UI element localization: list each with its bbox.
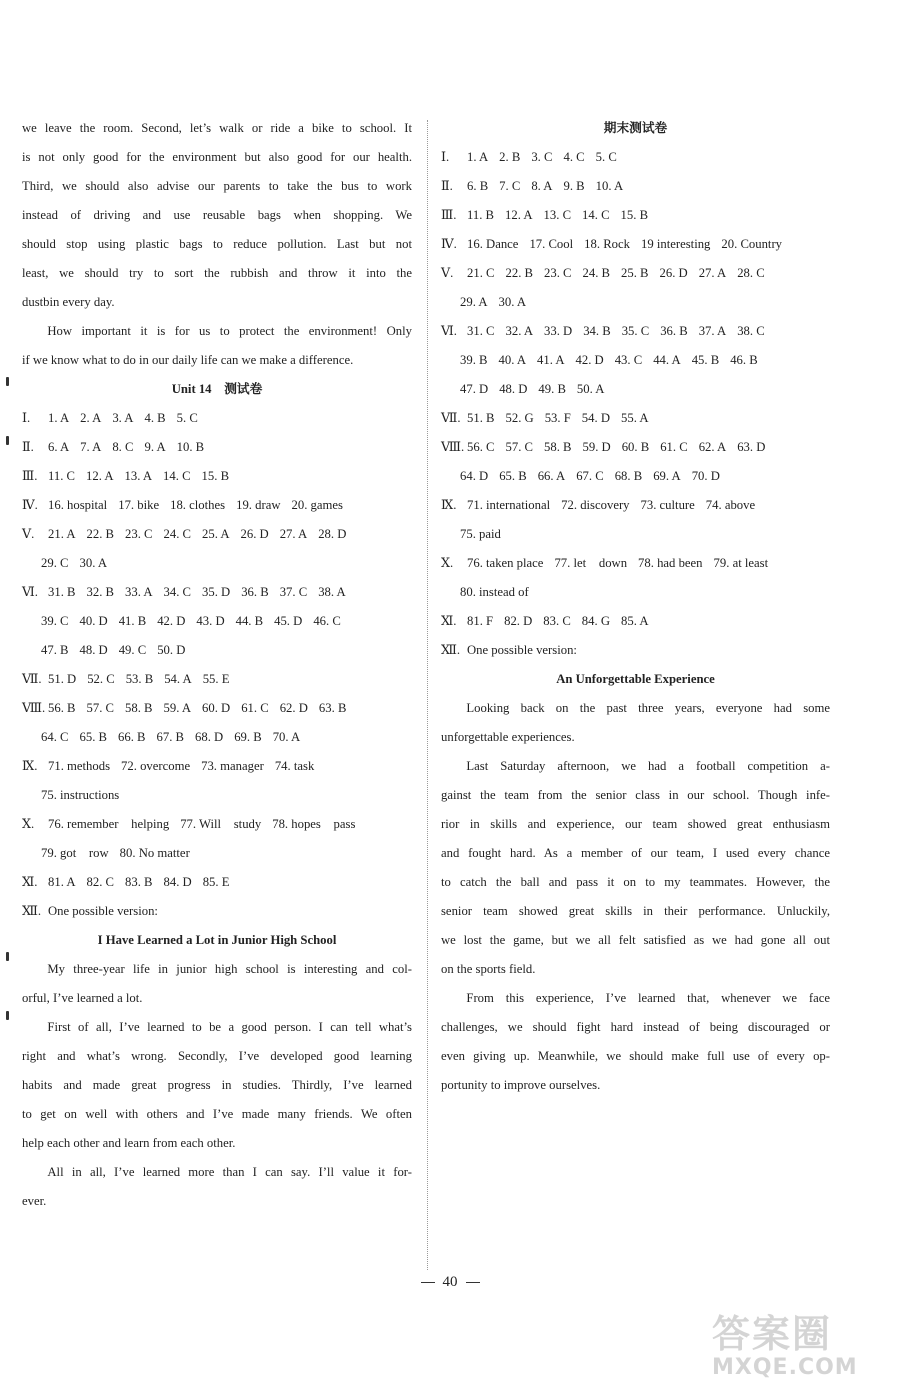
answer-item: 33. A <box>125 585 153 599</box>
answer-item: 76. remember helping <box>48 817 170 831</box>
answer-row <box>441 317 830 346</box>
answer-item: 51. B <box>467 411 495 425</box>
answer-item: 13. A <box>124 469 153 483</box>
answer-item: 42. D <box>157 614 186 628</box>
answer-item: 63. B <box>318 701 347 715</box>
answer-row <box>441 491 830 520</box>
binding-mark <box>6 436 9 445</box>
answer-item: 49. B <box>538 382 566 396</box>
answer-item: 11. B <box>467 208 495 222</box>
answer-item: 84. D <box>163 875 192 889</box>
answer-item: 43. C <box>614 353 643 367</box>
answer-item: 44. A <box>653 353 681 367</box>
answer-item: 42. D <box>575 353 604 367</box>
answer-item: 50. A <box>576 382 605 396</box>
answer-row <box>441 433 830 462</box>
answer-item: 83. C <box>543 614 571 628</box>
answer-item: 53. B <box>125 672 154 686</box>
answer-item: 7. A <box>80 440 102 454</box>
answer-row <box>441 172 830 201</box>
answer-row <box>22 839 412 868</box>
answer-item: 79. at least <box>713 556 769 570</box>
answer-row <box>22 491 412 520</box>
paragraph-line: dustbin every day. <box>22 295 115 309</box>
answer-item: 1. A <box>467 150 489 164</box>
section-number: Ⅷ. <box>22 701 46 715</box>
section-number: Ⅱ. <box>441 179 453 193</box>
answer-row <box>22 578 412 607</box>
answer-row <box>441 520 830 549</box>
answer-item: 54. A <box>164 672 192 686</box>
answer-item: 22. B <box>505 266 533 280</box>
binding-mark <box>6 1011 9 1020</box>
section-number: Ⅱ. <box>22 440 34 454</box>
binding-mark <box>6 952 9 961</box>
answer-row <box>22 549 412 578</box>
section-number: Ⅲ. <box>441 208 457 222</box>
paragraph-line: and fought hard. As a member of our team, I used every chance <box>441 846 830 860</box>
paragraph-line: gainst the team from the senior class in our school. Though infe- <box>441 788 830 802</box>
answer-item: 70. A <box>272 730 301 744</box>
answer-item: 57. C <box>505 440 533 454</box>
answer-item: 17. Cool <box>529 237 574 251</box>
answer-item: 50. D <box>157 643 186 657</box>
answer-item: 30. A <box>79 556 107 570</box>
answer-item: 75. paid <box>460 527 501 541</box>
section-number: Ⅰ. <box>22 411 31 425</box>
paragraph-line: is not only good for the environment but also good for our health. <box>22 150 412 164</box>
answer-item: 35. C <box>621 324 650 338</box>
answer-item: 33. D <box>544 324 573 338</box>
answer-item: 39. B <box>460 353 488 367</box>
answer-item: 57. C <box>86 701 114 715</box>
answer-item: 74. task <box>274 759 315 773</box>
answer-item: 36. B <box>241 585 269 599</box>
answer-item: 52. C <box>87 672 115 686</box>
answer-item: 11. C <box>48 469 76 483</box>
page-number <box>0 1274 900 1291</box>
paragraph-line: First of all, I’ve learned to be a good person. I can tell what’s <box>47 1020 412 1034</box>
section-number: Ⅸ. <box>441 498 457 512</box>
answer-item: 81. A <box>48 875 76 889</box>
answer-item: 82. C <box>86 875 114 889</box>
answer-item: 35. D <box>202 585 231 599</box>
section-number: Ⅺ. <box>22 875 38 889</box>
answer-item: 31. C <box>467 324 495 338</box>
answer-item: 70. D <box>691 469 720 483</box>
paragraph-line: on the sports field. <box>441 962 536 976</box>
answer-item: 61. C <box>241 701 269 715</box>
answer-item: 77. Will study <box>180 817 262 831</box>
answer-item: 7. C <box>499 179 521 193</box>
answer-row <box>22 781 412 810</box>
answer-item: 62. D <box>279 701 308 715</box>
answer-item: 84. G <box>581 614 610 628</box>
answer-item: 78. hopes pass <box>272 817 356 831</box>
answer-item: One possible version: <box>48 904 158 918</box>
answer-item: 77. let down <box>554 556 628 570</box>
answer-item: 9. B <box>563 179 585 193</box>
answer-row <box>22 810 412 839</box>
section-number: Ⅰ. <box>441 150 450 164</box>
answer-item: 29. A <box>460 295 488 309</box>
answer-item: 59. A <box>163 701 191 715</box>
page-dash-left <box>421 1282 435 1283</box>
answer-row <box>22 897 412 926</box>
answer-item: 9. A <box>144 440 166 454</box>
answer-row <box>441 259 830 288</box>
answer-item: 1. A <box>48 411 70 425</box>
answer-item: 73. manager <box>201 759 264 773</box>
section-number: Ⅸ. <box>22 759 38 773</box>
answer-item: 38. C <box>737 324 765 338</box>
answer-item: 28. D <box>318 527 347 541</box>
right-column <box>441 114 830 1100</box>
answer-row <box>441 578 830 607</box>
answer-item: 13. C <box>543 208 572 222</box>
answer-item: 46. B <box>730 353 758 367</box>
answer-item: 48. D <box>499 382 528 396</box>
section-number: Ⅴ. <box>22 527 35 541</box>
section-number: Ⅶ. <box>22 672 42 686</box>
paragraph-line: we leave the room. Second, let’s walk or ride a bike to school. It <box>22 121 412 135</box>
answer-item: 30. A <box>498 295 526 309</box>
answer-row <box>22 404 412 433</box>
answer-item: 46. C <box>313 614 341 628</box>
paragraph-line: How important it is for us to protect the environment! Only <box>47 324 412 338</box>
answer-item: 82. D <box>504 614 533 628</box>
section-number: Ⅻ. <box>22 904 42 918</box>
answer-item: 40. A <box>498 353 526 367</box>
answer-item: 2. B <box>499 150 521 164</box>
page-dash-right <box>466 1282 480 1283</box>
paragraph-line: to get on well with others and I’ve made many friends. We often <box>22 1107 412 1121</box>
answer-item: 5. C <box>176 411 198 425</box>
answer-row <box>22 868 412 897</box>
answer-item: 32. A <box>505 324 533 338</box>
answer-item: 3. A <box>112 411 134 425</box>
answer-item: 40. D <box>79 614 108 628</box>
answer-item: 68. B <box>614 469 643 483</box>
section-number: Ⅵ. <box>441 324 457 338</box>
answer-row <box>441 636 830 665</box>
answer-item: 24. C <box>163 527 191 541</box>
answer-item: 83. B <box>125 875 153 889</box>
answer-item: 58. B <box>125 701 153 715</box>
answer-item: 47. B <box>41 643 69 657</box>
answer-item: 8. A <box>531 179 553 193</box>
answer-item: 36. B <box>660 324 688 338</box>
answer-row <box>441 346 830 375</box>
answer-item: 55. A <box>621 411 649 425</box>
answer-item: 18. clothes <box>170 498 226 512</box>
essay-title: I Have Learned a Lot in Junior High School <box>97 933 337 947</box>
answer-item: 45. D <box>274 614 303 628</box>
section-number: Ⅻ. <box>441 643 461 657</box>
watermark-logo <box>712 1312 892 1384</box>
section-number: Ⅲ. <box>22 469 38 483</box>
answer-item: 32. B <box>86 585 114 599</box>
answer-item: 75. instructions <box>41 788 120 802</box>
answer-item: 76. taken place <box>467 556 544 570</box>
answer-item: 63. D <box>737 440 766 454</box>
answer-row <box>441 375 830 404</box>
answer-item: 66. A <box>537 469 566 483</box>
paragraph-line: senior team showed great skills in their performance. Unluckily, <box>441 904 830 918</box>
answer-item: 12. A <box>505 208 533 222</box>
answer-item: 10. B <box>176 440 205 454</box>
section-number: Ⅹ. <box>22 817 35 831</box>
answer-item: 41. B <box>118 614 147 628</box>
answer-item: 20. games <box>291 498 343 512</box>
answer-item: 16. hospital <box>48 498 108 512</box>
paragraph-line: From this experience, I’ve learned that, whenever we face <box>466 991 830 1005</box>
page-number-text: 40 <box>442 1274 458 1290</box>
paragraph-line: habits and made great progress in studies. Thirdly, I’ve learned <box>22 1078 412 1092</box>
answer-row <box>22 636 412 665</box>
answer-item: 12. A <box>86 469 114 483</box>
answer-item: 34. B <box>583 324 611 338</box>
answer-item: 66. B <box>118 730 146 744</box>
paragraph-line: My three-year life in junior high school is interesting and col- <box>47 962 412 976</box>
answer-item: 85. E <box>202 875 230 889</box>
left-column <box>22 114 412 1216</box>
answer-item: 65. B <box>79 730 107 744</box>
watermark-text: 答案圈 <box>712 1312 833 1356</box>
answer-item: 3. C <box>531 150 553 164</box>
answer-row <box>441 404 830 433</box>
paragraph-line: right and what’s wrong. Secondly, I’ve developed good learning <box>22 1049 412 1063</box>
answer-row <box>22 433 412 462</box>
paragraph-line: Last Saturday afternoon, we had a football competition a- <box>466 759 830 773</box>
paragraph-line: we lost the game, but we all felt satisfied as we had gone all out <box>441 933 830 947</box>
answer-item: 62. A <box>698 440 727 454</box>
answer-item: 80. instead of <box>460 585 529 599</box>
answer-item: 71. international <box>467 498 551 512</box>
answer-item: 67. B <box>156 730 184 744</box>
answer-item: 68. D <box>195 730 224 744</box>
answer-item: 61. C <box>660 440 688 454</box>
paragraph-line: to catch the ball and pass it on to my teammates. However, the <box>441 875 830 889</box>
paragraph-line: instead of driving and use reusable bags when shopping. We <box>22 208 412 222</box>
answer-row <box>22 607 412 636</box>
section-title: Unit 14 测试卷 <box>171 382 263 396</box>
answer-row <box>441 201 830 230</box>
watermark-url: MXQE.COM <box>712 1355 858 1380</box>
answer-item: 81. F <box>467 614 494 628</box>
answer-item: 4. B <box>144 411 166 425</box>
answer-item: 18. Rock <box>584 237 630 251</box>
paragraph-line: Looking back on the past three years, everyone had some <box>466 701 830 715</box>
answer-item: 29. C <box>41 556 69 570</box>
paragraph-line: ever. <box>22 1194 47 1208</box>
answer-row <box>22 665 412 694</box>
section-number: Ⅳ. <box>22 498 38 512</box>
answer-item: 67. C <box>576 469 604 483</box>
section-number: Ⅴ. <box>441 266 454 280</box>
paragraph-line: if we know what to do in our daily life can we make a difference. <box>22 353 354 367</box>
answer-row <box>22 694 412 723</box>
answer-item: 54. D <box>581 411 610 425</box>
answer-item: 5. C <box>595 150 617 164</box>
answer-item: 72. discovery <box>561 498 630 512</box>
answer-item: 28. C <box>737 266 765 280</box>
answer-row <box>22 520 412 549</box>
answer-item: 49. C <box>118 643 147 657</box>
answer-item: 19 interesting <box>640 237 711 251</box>
paragraph-line: help each other and learn from each other. <box>22 1136 236 1150</box>
answer-row <box>441 462 830 491</box>
answer-item: 53. F <box>544 411 571 425</box>
answer-item: 48. D <box>79 643 108 657</box>
paragraph-line: portunity to improve ourselves. <box>441 1078 601 1092</box>
answer-item: 73. culture <box>640 498 695 512</box>
answer-item: 15. B <box>201 469 230 483</box>
answer-item: 39. C <box>41 614 69 628</box>
answer-item: 72. overcome <box>121 759 191 773</box>
answer-item: 85. A <box>621 614 649 628</box>
answer-item: 64. C <box>41 730 69 744</box>
answer-item: 19. draw <box>236 498 281 512</box>
answer-item: 27. A <box>279 527 308 541</box>
answer-row <box>441 549 830 578</box>
answer-item: 55. E <box>202 672 230 686</box>
answer-item: 23. C <box>125 527 153 541</box>
answer-item: 25. B <box>621 266 649 280</box>
answer-item: 26. D <box>240 527 269 541</box>
answer-row <box>441 143 830 172</box>
section-number: Ⅳ. <box>441 237 457 251</box>
answer-item: 2. A <box>80 411 102 425</box>
column-divider <box>427 120 428 1270</box>
paragraph-line: All in all, I’ve learned more than I can say. I’ll value it for- <box>47 1165 412 1179</box>
answer-item: 22. B <box>86 527 114 541</box>
answer-row <box>441 288 830 317</box>
answer-item: 71. methods <box>48 759 111 773</box>
answer-item: 44. B <box>235 614 264 628</box>
answer-item: 21. A <box>48 527 76 541</box>
answer-item: 15. B <box>620 208 649 222</box>
answer-item: 4. C <box>563 150 585 164</box>
paragraph-line: should stop using plastic bags to reduce pollution. Last but not <box>22 237 412 251</box>
answer-item: 37. A <box>698 324 727 338</box>
answer-item: One possible version: <box>467 643 577 657</box>
section-number: Ⅷ. <box>441 440 465 454</box>
answer-row <box>22 723 412 752</box>
section-number: Ⅵ. <box>22 585 38 599</box>
answer-item: 65. B <box>499 469 527 483</box>
answer-item: 69. B <box>234 730 262 744</box>
answer-row <box>441 607 830 636</box>
paragraph-line: unforgettable experiences. <box>441 730 575 744</box>
answer-item: 56. B <box>48 701 76 715</box>
answer-item: 80. No matter <box>119 846 190 860</box>
paragraph-line: least, we should try to sort the rubbish and throw it into the <box>22 266 412 280</box>
answer-item: 24. B <box>582 266 610 280</box>
answer-item: 20. Country <box>721 237 783 251</box>
answer-item: 17. bike <box>118 498 160 512</box>
answer-item: 41. A <box>537 353 565 367</box>
answer-item: 58. B <box>544 440 572 454</box>
section-number: Ⅹ. <box>441 556 454 570</box>
answer-item: 25. A <box>202 527 230 541</box>
answer-row <box>441 230 830 259</box>
answer-item: 6. A <box>48 440 70 454</box>
answer-item: 45. B <box>691 353 720 367</box>
binding-mark <box>6 377 9 386</box>
answer-item: 27. A <box>698 266 727 280</box>
answer-item: 60. B <box>621 440 650 454</box>
paragraph-line: orful, I’ve learned a lot. <box>22 991 143 1005</box>
answer-item: 8. C <box>112 440 134 454</box>
answer-item: 56. C <box>467 440 495 454</box>
answer-item: 59. D <box>582 440 611 454</box>
answer-item: 21. C <box>467 266 495 280</box>
answer-item: 60. D <box>202 701 231 715</box>
answer-row <box>22 462 412 491</box>
essay-title: An Unforgettable Experience <box>556 672 715 686</box>
answer-item: 26. D <box>659 266 688 280</box>
answer-item: 16. Dance <box>467 237 519 251</box>
answer-item: 78. had been <box>638 556 703 570</box>
answer-item: 10. A <box>595 179 624 193</box>
answer-item: 64. D <box>460 469 489 483</box>
answer-item: 14. C <box>582 208 610 222</box>
answer-item: 31. B <box>48 585 76 599</box>
section-title: 期末测试卷 <box>603 121 668 135</box>
answer-item: 47. D <box>460 382 489 396</box>
answer-item: 14. C <box>163 469 191 483</box>
answer-item: 74. above <box>705 498 756 512</box>
answer-item: 52. G <box>505 411 534 425</box>
answer-item: 69. A <box>653 469 681 483</box>
answer-item: 79. got row <box>41 846 109 860</box>
paragraph-line: even giving up. Meanwhile, we should make full use of every op- <box>441 1049 830 1063</box>
answer-item: 43. D <box>196 614 225 628</box>
section-number: Ⅶ. <box>441 411 461 425</box>
section-number: Ⅺ. <box>441 614 457 628</box>
answer-item: 6. B <box>467 179 489 193</box>
paragraph-line: challenges, we should fight hard instead of being discouraged or <box>441 1020 830 1034</box>
answer-row <box>22 752 412 781</box>
answer-item: 51. D <box>48 672 77 686</box>
answer-item: 23. C <box>544 266 572 280</box>
paragraph-line: rior in skills and experience, our team showed great enthusiasm <box>441 817 830 831</box>
answer-item: 34. C <box>163 585 191 599</box>
paragraph-line: Third, we should also advise our parents to take the bus to work <box>22 179 412 193</box>
answer-item: 38. A <box>318 585 346 599</box>
answer-item: 37. C <box>279 585 308 599</box>
